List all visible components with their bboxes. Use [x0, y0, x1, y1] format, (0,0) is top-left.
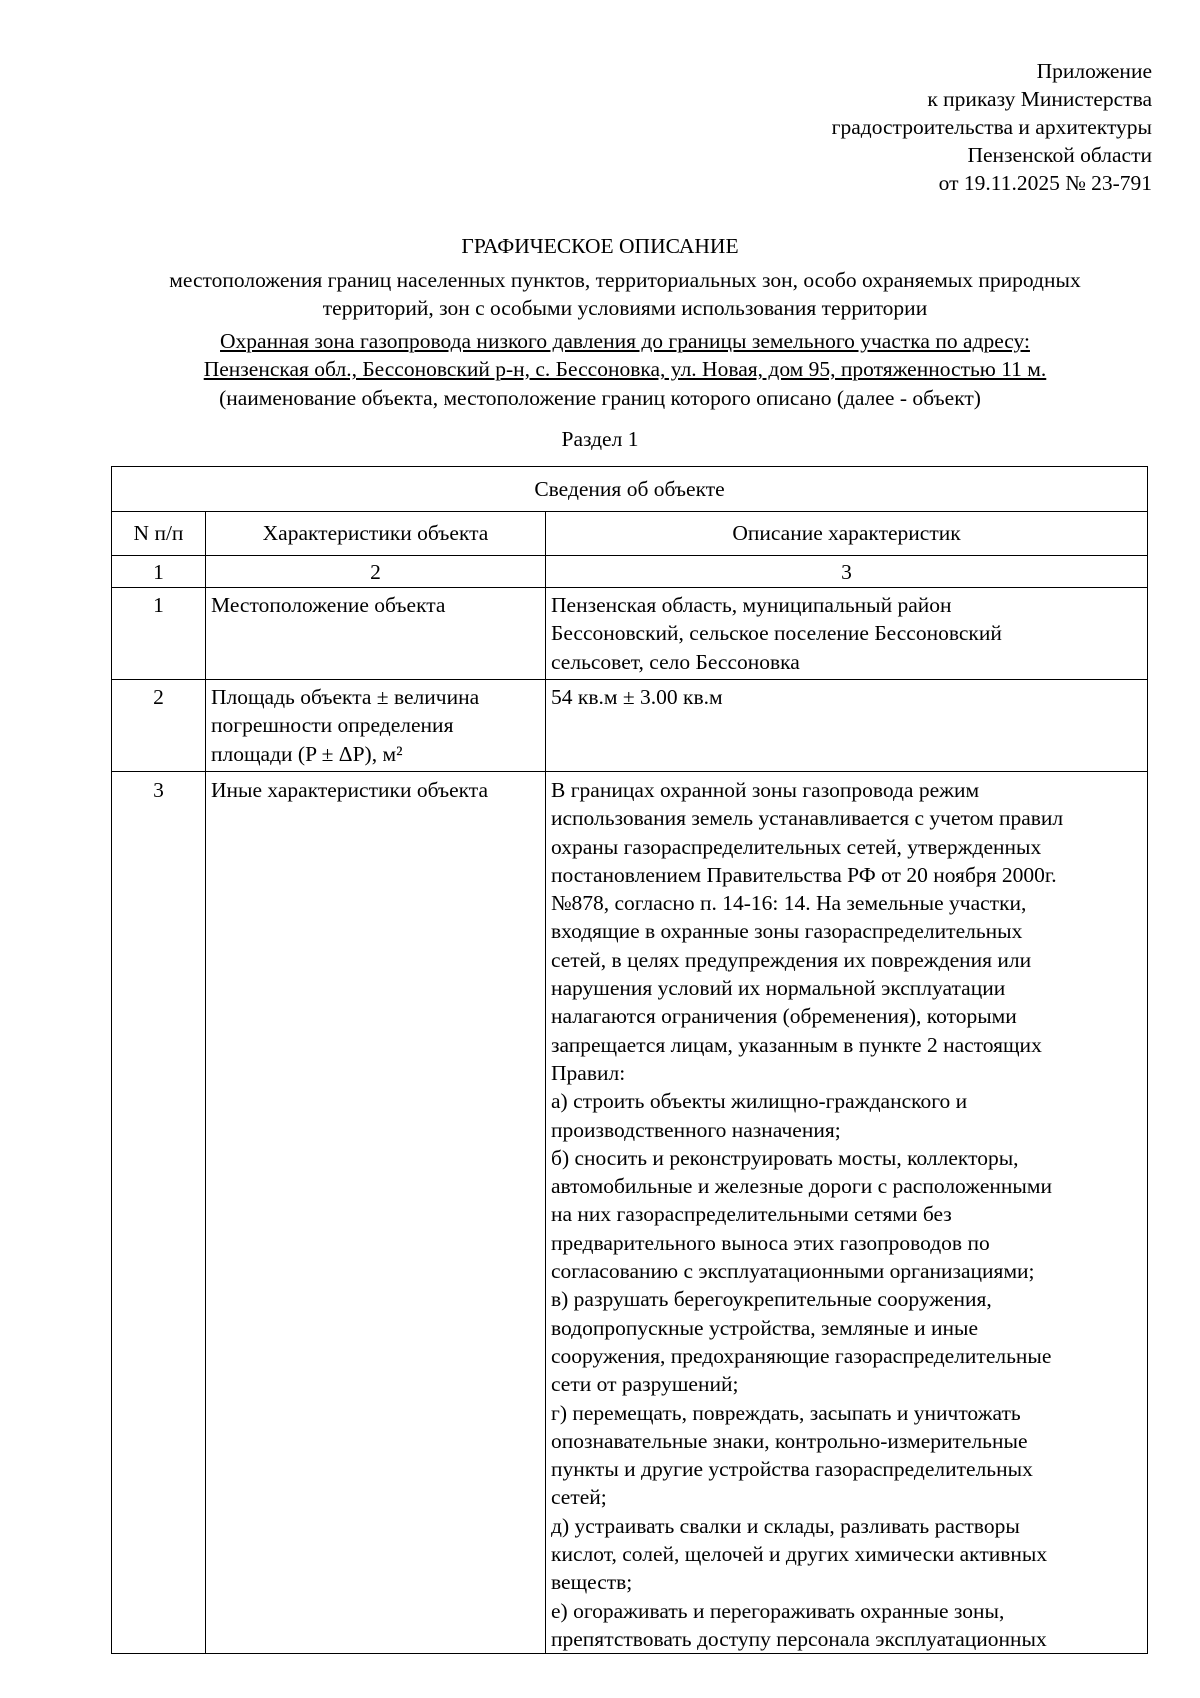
column-number-row [112, 556, 1148, 588]
column-header: Описание характеристик [546, 512, 1148, 556]
row-number: 1 [112, 588, 206, 680]
description-line: нарушения условий их нормальной эксплуатации [551, 976, 1006, 1001]
description-line: в) разрушать берегоукрепительные сооружения, [551, 1287, 992, 1312]
description-line: налагаются ограничения (обременения), которыми [551, 1004, 1017, 1029]
object-info-table [111, 466, 1148, 1654]
description-line: 54 кв.м ± 3.00 кв.м [551, 685, 723, 709]
description-line: сельсовет, село Бессоновка [551, 649, 800, 674]
description-line: постановлением Правительства РФ от 20 ноября 2000г. [551, 862, 1057, 887]
document-title: ГРАФИЧЕСКОЕ ОПИСАНИЕ [461, 234, 739, 258]
description-line: водопропускные устройства, земляные и иные [551, 1315, 979, 1340]
characteristic-cell [206, 772, 546, 1654]
description-line: на них газораспределительными сетями без [551, 1202, 952, 1227]
header-line: градостроительства и архитектуры [831, 115, 1152, 139]
description-cell [546, 772, 1148, 1654]
description-cell [546, 588, 1148, 680]
table-title: Сведения об объекте [112, 467, 1148, 512]
description-line: В границах охранной зоны газопровода режим [551, 778, 980, 802]
column-number: 3 [546, 556, 1148, 588]
description-line: производственного назначения; [551, 1117, 841, 1142]
approval-header [832, 57, 1152, 197]
characteristic-cell [206, 588, 546, 680]
table-title-row [112, 467, 1148, 512]
characteristic-line: Местоположение объекта [211, 593, 446, 617]
description-line: е) огораживать и перегораживать охранные зоны, [551, 1598, 1005, 1623]
description-line: кислот, солей, щелочей и других химически активных [551, 1542, 1048, 1567]
description-line: №878, согласно п. 14-16: 14. На земельные участки, [551, 891, 1027, 916]
description-line: а) строить объекты жилищно-гражданского и [551, 1089, 968, 1114]
object-name-caption: (наименование объекта, местоположение границ которого описано (далее - объект) [219, 386, 981, 410]
description-line: Правил: [551, 1060, 626, 1085]
description-line: опознавательные знаки, контрольно-измерительные [551, 1428, 1028, 1453]
description-line: сетей; [551, 1485, 607, 1510]
characteristic-line: Иные характеристики объекта [211, 778, 489, 802]
table-row [112, 680, 1148, 772]
description-line: сетей, в целях предупреждения их повреждения или [551, 947, 1032, 972]
description-line: автомобильные и железные дороги с расположенными [551, 1174, 1052, 1199]
description-line: согласованию с эксплуатационными организациями; [551, 1259, 1035, 1284]
description-cell [546, 680, 1148, 772]
header-line: к приказу Министерства [927, 87, 1152, 111]
header-line: Приложение [1036, 59, 1152, 83]
object-name-line: Охранная зона газопровода низкого давления до границы земельного участка по адресу: [220, 329, 1030, 353]
table-header-row [112, 512, 1148, 556]
description-line: г) перемещать, повреждать, засыпать и уничтожать [551, 1400, 1021, 1425]
column-number: 1 [112, 556, 206, 588]
row-number: 3 [112, 772, 206, 1654]
column-header: Характеристики объекта [206, 512, 546, 556]
description-line: пункты и другие устройства газораспределительных [551, 1457, 1033, 1482]
section-label: Раздел 1 [561, 427, 639, 451]
description-line: сети от разрушений; [551, 1372, 739, 1397]
description-line: препятствовать доступу персонала эксплуатационных [551, 1626, 1047, 1651]
characteristic-cell [206, 680, 546, 772]
header-line: от 19.11.2025 № 23-791 [938, 171, 1152, 195]
table-row [112, 588, 1148, 680]
column-header: N п/п [112, 512, 206, 556]
description-line: веществ; [551, 1570, 633, 1595]
description-line: Пензенская область, муниципальный район [551, 593, 952, 617]
characteristic-line: погрешности определения [211, 713, 454, 738]
subtitle-line: территорий, зон с особыми условиями использования территории [322, 296, 928, 320]
description-line: д) устраивать свалки и склады, разливать растворы [551, 1513, 1020, 1538]
description-line: охраны газораспределительных сетей, утвержденных [551, 834, 1042, 859]
description-line: предварительного выноса этих газопроводов по [551, 1230, 990, 1255]
description-line: запрещается лицам, указанным в пункте 2 настоящих [551, 1032, 1042, 1057]
table-row [112, 772, 1148, 1654]
object-name [80, 327, 1170, 383]
header-line: Пензенской области [967, 143, 1152, 167]
subtitle-line: местоположения границ населенных пунктов, территориальных зон, особо охраняемых природных [169, 268, 1081, 292]
description-line: входящие в охранные зоны газораспределительных [551, 919, 1023, 944]
column-number: 2 [206, 556, 546, 588]
document-subtitle [110, 266, 1140, 322]
description-line: Бессоновский, сельское поселение Бессоновский [551, 621, 1002, 646]
description-line: сооружения, предохраняющие газораспределительные [551, 1343, 1052, 1368]
object-name-line: Пензенская обл., Бессоновский р-н, с. Бессоновка, ул. Новая, дом 95, протяженностью 11 м. [203, 357, 1047, 381]
row-number: 2 [112, 680, 206, 772]
description-line: использования земель устанавливается с учетом правил [551, 806, 1064, 831]
characteristic-line: Площадь объекта ± величина [211, 685, 480, 709]
characteristic-line: площади (P ± ΔP), м² [211, 741, 403, 766]
description-line: б) сносить и реконструировать мосты, коллекторы, [551, 1145, 1019, 1170]
